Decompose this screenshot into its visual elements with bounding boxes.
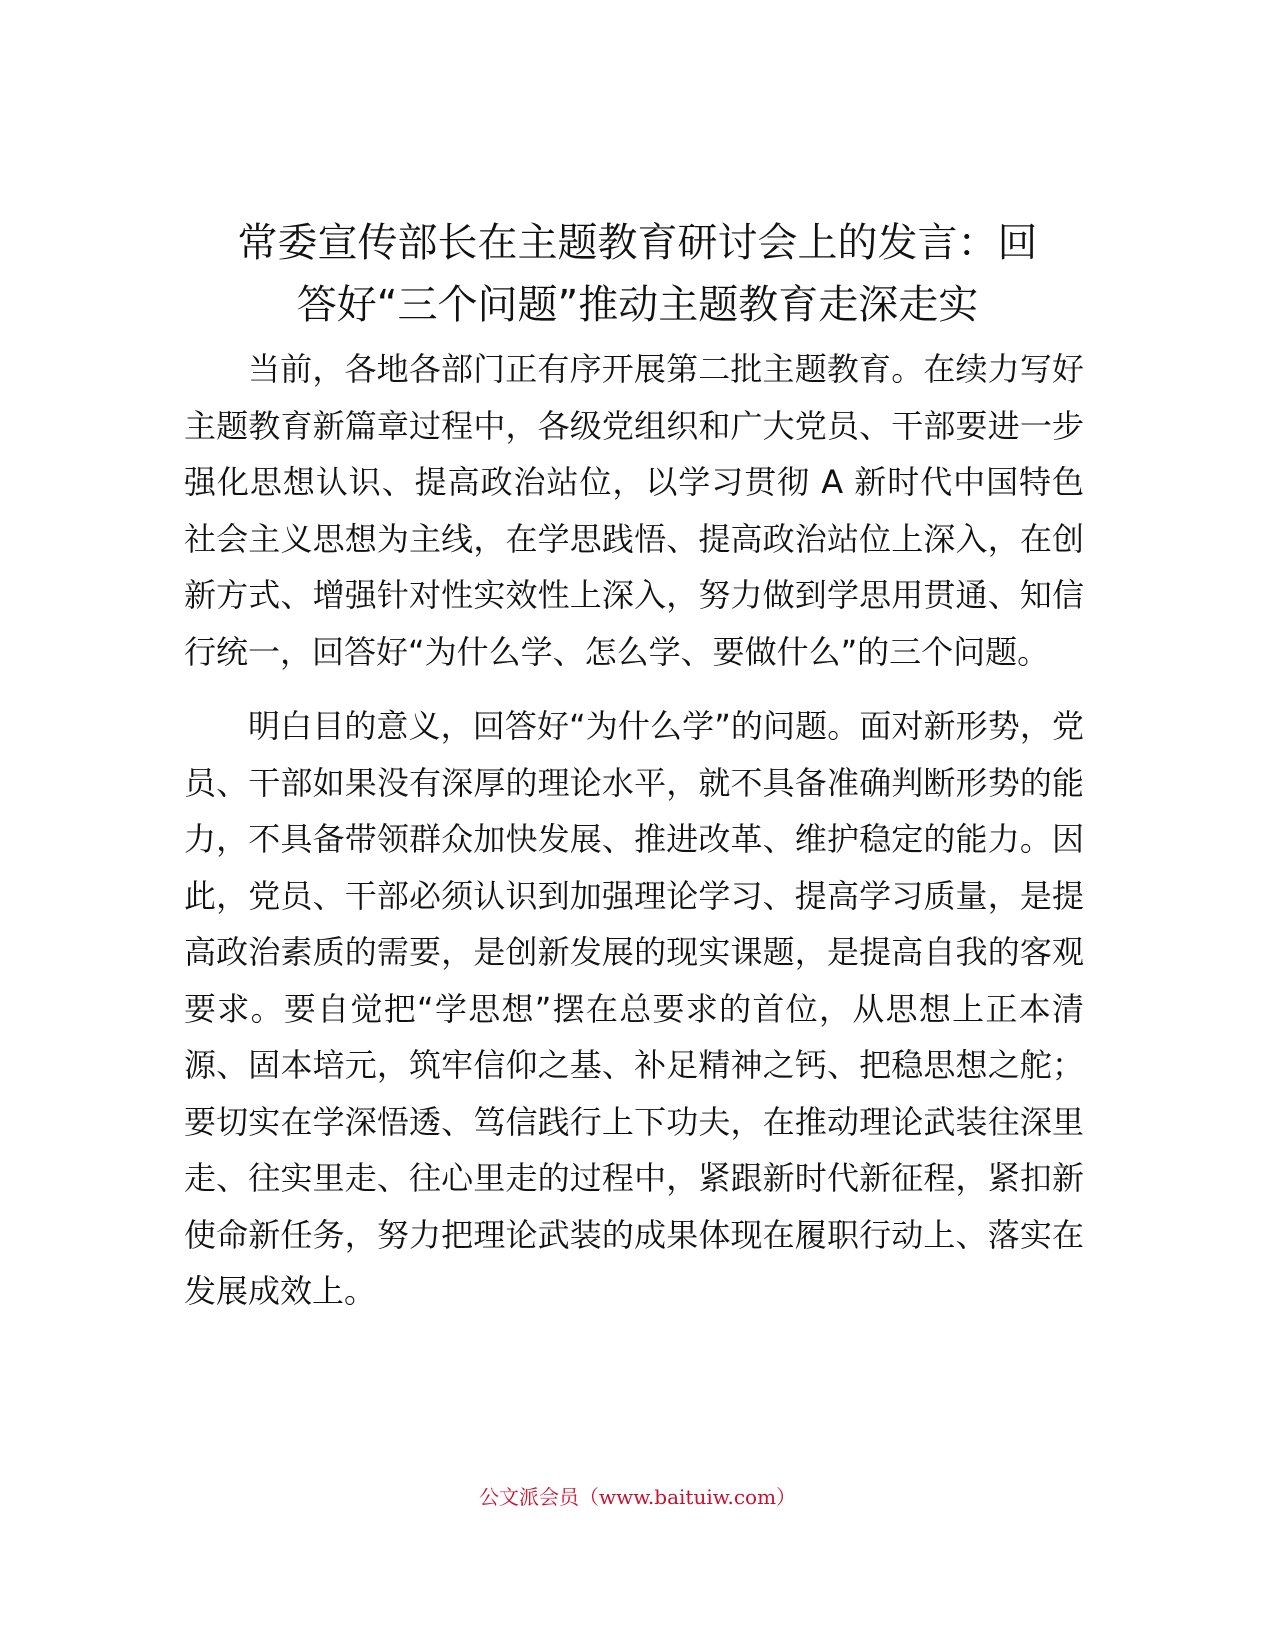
paragraph-1: 当前，各地各部门正有序开展第二批主题教育。在续力写好主题教育新篇章过程中，各级党组织和广大党员、干部要进一步强化思想认识、提高政治站位，以学习贯彻 A 新时代中国特色社会主义思想为主线，在学思践悟、提高政治站位上深入，在创新方式、增强针对性实效性上深入，努力做到学思用贯通、知信行统一，回答好“为什么学、怎么学、要做什么”的三个问题。: [184, 350, 1084, 671]
document-body: [184, 341, 1084, 1320]
document-title: [170, 212, 1105, 336]
title-line-2: 答好“三个问题”推动主题教育走深走实: [296, 282, 979, 328]
footer-watermark: 公文派会员（www.baituiw.com）: [478, 1485, 797, 1509]
paragraph-2: 明白目的意义，回答好“为什么学”的问题。面对新形势，党员、干部如果没有深厚的理论水平，就不具备准确判断形势的能力，不具备带领群众加快发展、推进改革、维护稳定的能力。因此，党员、干部必须认识到加强理论学习、提高学习质量，是提高政治素质的需要，是创新发展的现实课题，是提高自我的客观要求。要自觉把“学思想”摆在总要求的首位，从思想上正本清源、固本培元，筑牢信仰之基、补足精神之钙、把稳思想之舵；要切实在学深悟透、笃信践行上下功夫，在推动理论武装往深里走、往实里走、往心里走的过程中，紧跟新时代新征程，紧扣新使命新任务，努力把理论武装的成果体现在履职行动上、落实在发展成效上。: [184, 707, 1084, 1310]
title-line-1: 常委宣传部长在主题教育研讨会上的发言：回: [237, 220, 1038, 266]
